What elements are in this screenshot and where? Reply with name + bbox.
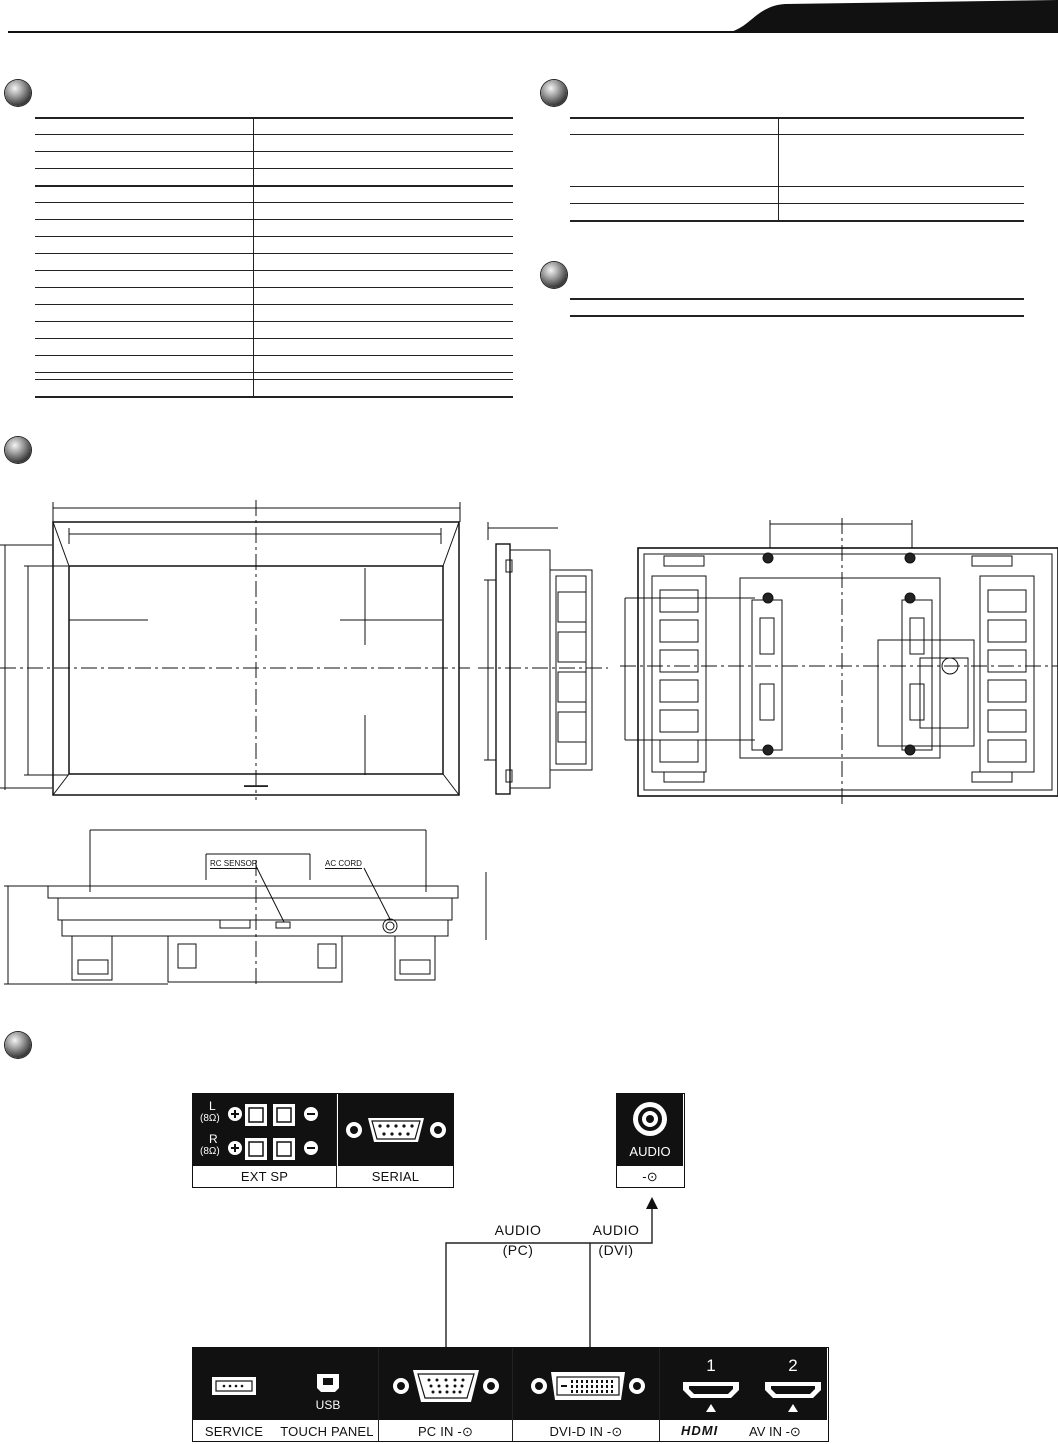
audio-jack-label: AUDIO	[629, 1144, 671, 1159]
speaker-terminals-icon[interactable]	[227, 1102, 335, 1164]
service-label: SERVICE	[204, 1424, 264, 1439]
hdmi-port2-icon[interactable]	[763, 1380, 823, 1416]
svg-text:▬▬▬▬: ▬▬▬▬	[244, 783, 268, 789]
usb-port-icon[interactable]	[315, 1372, 341, 1394]
serial-block	[338, 1094, 453, 1166]
hdmi-port1-number: 1	[706, 1356, 716, 1375]
side-view-drawing	[478, 520, 608, 800]
audio-dvi-sub: (DVI)	[598, 1242, 634, 1258]
audio-jack-icon[interactable]	[631, 1100, 669, 1138]
audio-dvi-title: AUDIO	[592, 1222, 640, 1238]
left-channel-label: L	[209, 1099, 216, 1113]
ac-cord-label: AC CORD	[325, 859, 362, 868]
input-connector-panel	[192, 1347, 829, 1442]
serial-port-icon[interactable]	[344, 1114, 448, 1146]
ext-sp-label: EXT SP	[240, 1169, 289, 1184]
touch-panel-label: TOUCH PANEL	[280, 1424, 374, 1439]
section-bullet-icon	[5, 1032, 31, 1058]
header-tab	[725, 0, 1058, 34]
right-impedance-label: (8Ω)	[200, 1146, 220, 1157]
left-impedance-label: (8Ω)	[200, 1113, 220, 1124]
audio-input-symbol: -⊙	[642, 1169, 658, 1184]
audio-jack-panel	[616, 1093, 685, 1188]
usb-icon-label: USB	[315, 1398, 341, 1412]
ext-sp-serial-panel	[192, 1093, 454, 1188]
section-bullet-icon	[541, 80, 567, 106]
audio-pc-sub: (PC)	[502, 1242, 534, 1258]
rear-view-drawing	[620, 518, 1058, 808]
hdmi-logo: HDMI	[681, 1423, 719, 1438]
section-bullet-icon	[541, 262, 567, 288]
dvi-port-icon[interactable]	[529, 1370, 647, 1402]
front-view-drawing	[0, 500, 470, 805]
service-port-icon[interactable]	[211, 1376, 257, 1396]
audio-pc-title: AUDIO	[494, 1222, 542, 1238]
section-bullet-icon	[5, 437, 31, 463]
ext-sp-block	[193, 1094, 336, 1166]
audio-routing-lines	[440, 1195, 670, 1355]
serial-label: SERIAL	[371, 1169, 420, 1184]
hdmi-av-in-label: AV IN -⊙	[749, 1424, 801, 1439]
pc-in-label: PC IN -⊙	[417, 1424, 474, 1439]
rc-sensor-label: RC SENSOR	[210, 859, 258, 868]
right-channel-label: R	[209, 1132, 218, 1146]
section-bullet-icon	[5, 80, 31, 106]
hdmi-port1-icon[interactable]	[681, 1380, 741, 1416]
bottom-view-drawing	[0, 820, 495, 990]
dvi-in-label: DVI-D IN -⊙	[549, 1424, 623, 1439]
hdmi-port2-number: 2	[788, 1356, 798, 1375]
vga-port-icon[interactable]	[391, 1368, 501, 1404]
